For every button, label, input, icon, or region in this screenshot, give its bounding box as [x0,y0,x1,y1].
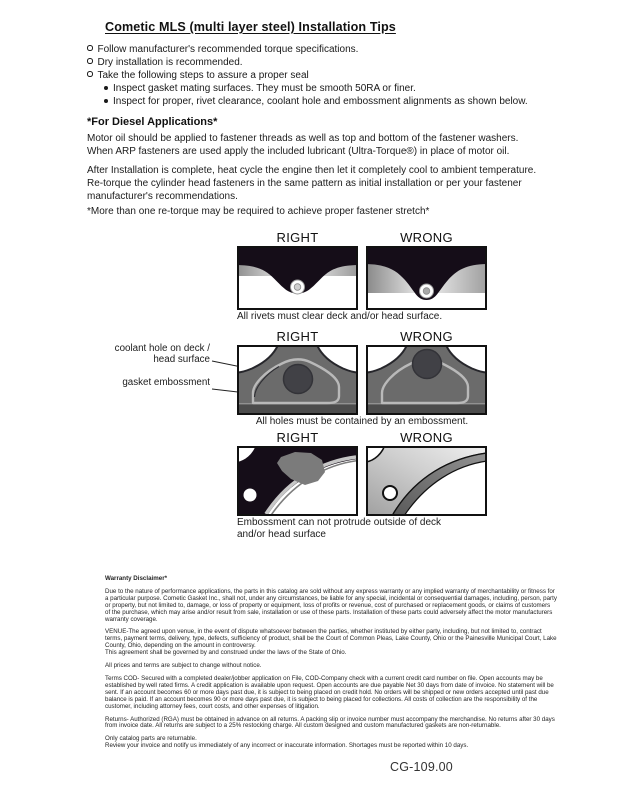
tip-text: Dry installation is recommended. [97,57,243,68]
filled-bullet-icon [104,86,108,90]
page-code: CG-109.00 [390,760,453,774]
warranty-paragraph: Review your invoice and notify us immediately of any incorrect or inaccurate information. Shortages must be reported within 10 days. [105,742,469,750]
embossment-right-diagram [237,345,358,415]
warranty-disclaimer [105,576,557,750]
annotation-coolant-hole: coolant hole on deck / head surface [114,343,210,365]
embossment-inside-deck-right-illustration [237,446,358,516]
list-item [87,69,539,82]
rivet-clear-deck-right-illustration [237,246,358,310]
warranty-paragraph: Terms COD- Secured with a completed dealer/jobber application on File, COD-Company check with a current credit card number on file. Open accounts may be established by well rated firms. A credit application is available upon request. Open accounts are due payable Net 30 days from date of invoice. No statement will be sent. If an account becomes 60 or more days past due, it is subject to being placed on credit hold. No orders will be shipped or new orders accepted until past due balance is paid. If an account becomes 90 or more days past due, it is subject to being placed for collections. All costs of collection are the responsibility of the customer, including attorney fees, court costs, and other expenses of litigation. [105,674,554,710]
page-title: Cometic MLS (multi layer steel) Installation Tips [105,20,396,34]
right-label: RIGHT [276,430,319,445]
tip-text: Take the following steps to assure a proper seal [97,70,309,81]
list-item [104,82,539,95]
rivet-touching-deck-wrong-illustration [366,246,487,310]
wrong-label: WRONG [400,230,453,245]
warranty-paragraph: Returns- Authorized (RGA) must be obtained in advance on all returns. A packing slip or invoice number must accompany the merchandise. No returns after 30 days from invoice date. All returns are subject to a 25% restocking charge. All custom designed and custom manufactured gaskets are non-returnable. [105,715,555,730]
embossment-protruding-wrong-illustration [366,446,487,516]
diesel-paragraph: After Installation is complete, heat cycle the engine then let it completely cool to ambient temperature. Re-torque the cylinder head fasteners in the same pattern as initial installation or per your fastener manufacturer's recommendations. [87,165,537,202]
hole-outside-wrong-illustration [366,345,487,415]
row1-caption: All rivets must clear deck and/or head surface. [237,311,443,322]
tip-text: Inspect gasket mating surfaces. They must be smooth 50RA or finer. [113,83,416,94]
installation-tips-list [87,43,539,108]
warranty-heading: Warranty Disclaimer* [105,575,168,582]
row3-caption: Embossment can not protrude outside of deck and/or head surface [237,517,442,540]
list-item [87,56,539,69]
rivet-right-diagram [237,246,358,310]
warranty-paragraph: Only catalog parts are returnable. [105,735,197,743]
tip-text: Follow manufacturer's recommended torque specifications. [97,44,359,55]
row2-caption: All holes must be contained by an embossment. [255,416,469,427]
hole-contained-right-illustration [237,345,358,415]
diesel-paragraph: *More than one re-torque may be required to achieve proper fastener stretch* [87,206,430,217]
open-bullet-icon [87,58,93,64]
right-label: RIGHT [276,329,319,344]
warranty-paragraph: VENUE-The agreed upon venue, in the event of dispute whatsoever between the parties, whether instituted by either party, including, but not limited to, contract terms, payment terms, delivery, type, defects, sufficiency of product, shall be the Court of Common Pleas, Lake County, Ohio or the Painesville Municipal Court, Lake County, Ohio, depending on the amount in controversy. [105,628,557,650]
right-label: RIGHT [276,230,319,245]
filled-bullet-icon [104,99,108,103]
tip-text: Inspect for proper, rivet clearance, coolant hole and embossment alignments as shown below. [113,96,528,107]
diesel-section-heading: *For Diesel Applications* [87,116,218,128]
rivet-wrong-diagram [366,246,487,310]
open-bullet-icon [87,71,93,77]
warranty-paragraph: Due to the nature of performance applications, the parts in this catalog are sold without any express warranty or any implied warranty of merchantability or fitness for a particular purpose. Cometic Gasket Inc., shall not, under any circumstances, be liable for any special, incidental or consequential damages, including, person, party or property, but not limited to, damage, or loss of property or equipment, loss of profits or revenue, cost of purchased or replacement goods, or claims of customers of the purchase, which may arise and/or result from sale, installation or use of these parts. Installation of these parts could adversely affect the motor manufacturers warranty coverage. [105,587,557,623]
list-item [104,95,539,108]
warranty-paragraph: This agreement shall be governed by and construed under the laws of the State of Ohio. [105,649,347,657]
protrude-right-diagram [237,446,358,516]
list-item [87,43,539,56]
open-bullet-icon [87,45,93,51]
embossment-wrong-diagram [366,345,487,415]
warranty-paragraph: All prices and terms are subject to change without notice. [105,662,262,670]
protrude-wrong-diagram [366,446,487,516]
wrong-label: WRONG [400,329,453,344]
diesel-paragraph: Motor oil should be applied to fastener threads as well as top and bottom of the fastener washers. When ARP fasteners are used apply the included lubricant (Ultra-Torque®) in place of motor oil. [87,133,519,157]
wrong-label: WRONG [400,430,453,445]
annotation-gasket-embossment: gasket embossment [122,377,210,388]
